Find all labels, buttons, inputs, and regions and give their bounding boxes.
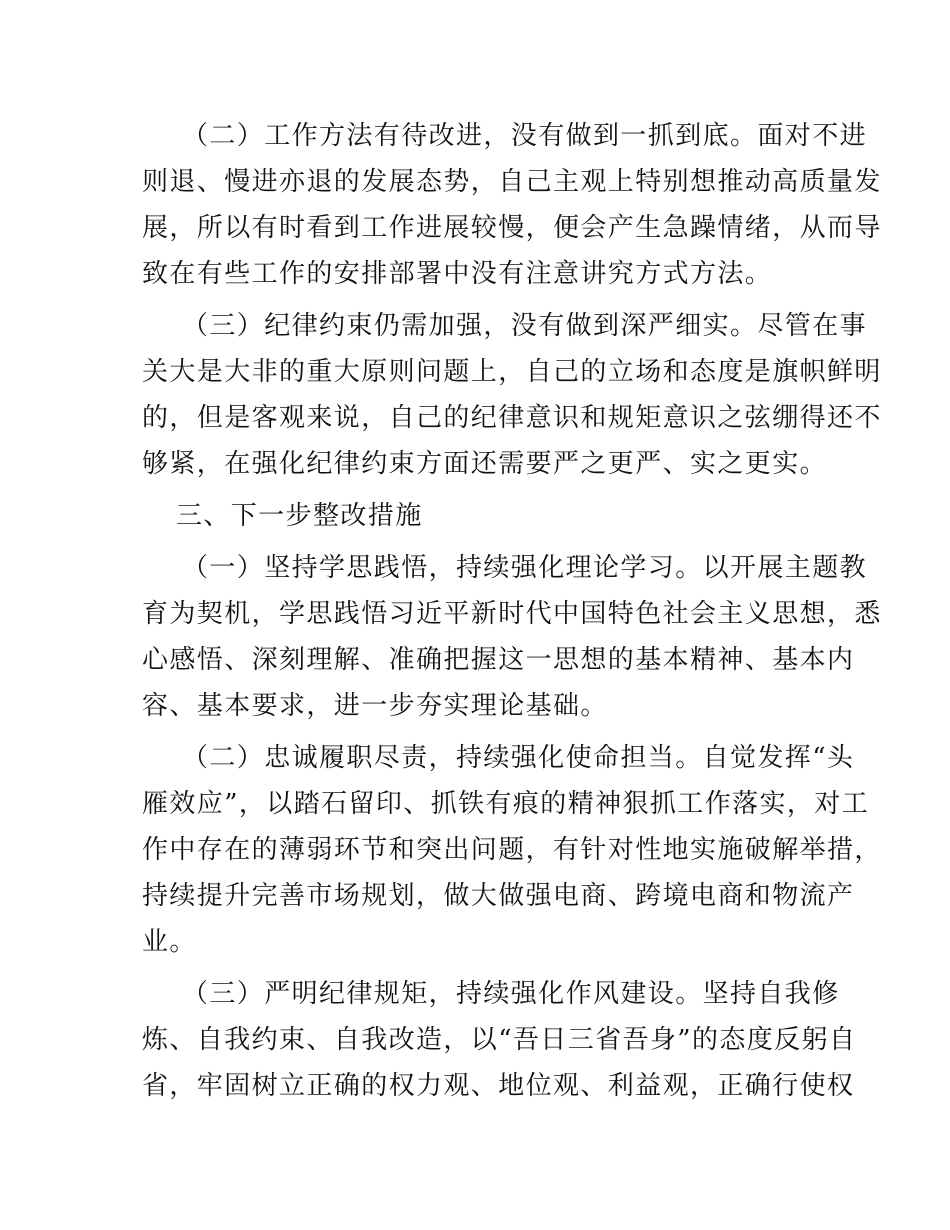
text-line: （一）坚持学思践悟，持续强化理论学习。以开展主题教 <box>182 553 868 583</box>
document-body <box>142 113 882 1109</box>
text-line: 雁效应”，以踏石留印、抓铁有痕的精神狠抓工作落实，对工 <box>142 789 870 819</box>
section-heading <box>142 493 812 539</box>
text-line: 的，但是客观来说，自己的纪律意识和规矩意识之弦绷得还不 <box>142 403 882 433</box>
paragraph-mission <box>142 735 882 965</box>
text-line: 关大是大非的重大原则问题上，自己的立场和态度是旗帜鲜明 <box>142 357 882 387</box>
text-line: 则退、慢进亦退的发展态势，自己主观上特别想推动高质量发 <box>142 167 882 197</box>
text-line: 容、基本要求，进一步夯实理论基础。 <box>142 691 608 721</box>
text-line: 心感悟、深刻理解、准确把握这一思想的基本精神、基本内 <box>142 645 855 675</box>
paragraph-work-style <box>142 971 857 1109</box>
text-line: （三）严明纪律规矩，持续强化作风建设。坚持自我修 <box>182 979 840 1009</box>
text-line: （二）忠诚履职尽责，持续强化使命担当。自觉发挥“头 <box>182 743 855 773</box>
paragraph-theory-study <box>142 545 882 729</box>
text-line: 业。 <box>142 927 197 957</box>
text-line: 持续提升完善市场规划，做大做强电商、跨境电商和物流产 <box>142 881 855 911</box>
text-line: （二）工作方法有待改进，没有做到一抓到底。面对不进 <box>182 121 868 151</box>
text-line: 致在有些工作的安排部署中没有注意讲究方式方法。 <box>142 259 773 289</box>
text-line: 炼、自我约束、自我改造，以“吾日三省吾身”的态度反躬自 <box>142 1025 857 1055</box>
text-line: （三）纪律约束仍需加强，没有做到深严细实。尽管在事 <box>182 311 868 341</box>
text-line: 育为契机，学思践悟习近平新时代中国特色社会主义思想，悉 <box>142 599 882 629</box>
paragraph-work-method <box>142 113 882 297</box>
text-line: 展，所以有时看到工作进展较慢，便会产生急躁情绪，从而导 <box>142 213 882 243</box>
section-title: 三、下一步整改措施 <box>176 501 423 531</box>
paragraph-discipline <box>142 303 882 487</box>
text-line: 够紧，在强化纪律约束方面还需要严之更严、实之更实。 <box>142 449 828 479</box>
text-line: 作中存在的薄弱环节和突出问题，有针对性地实施破解举措， <box>142 835 882 865</box>
text-line: 省，牢固树立正确的权力观、地位观、利益观，正确行使权 <box>142 1071 855 1101</box>
